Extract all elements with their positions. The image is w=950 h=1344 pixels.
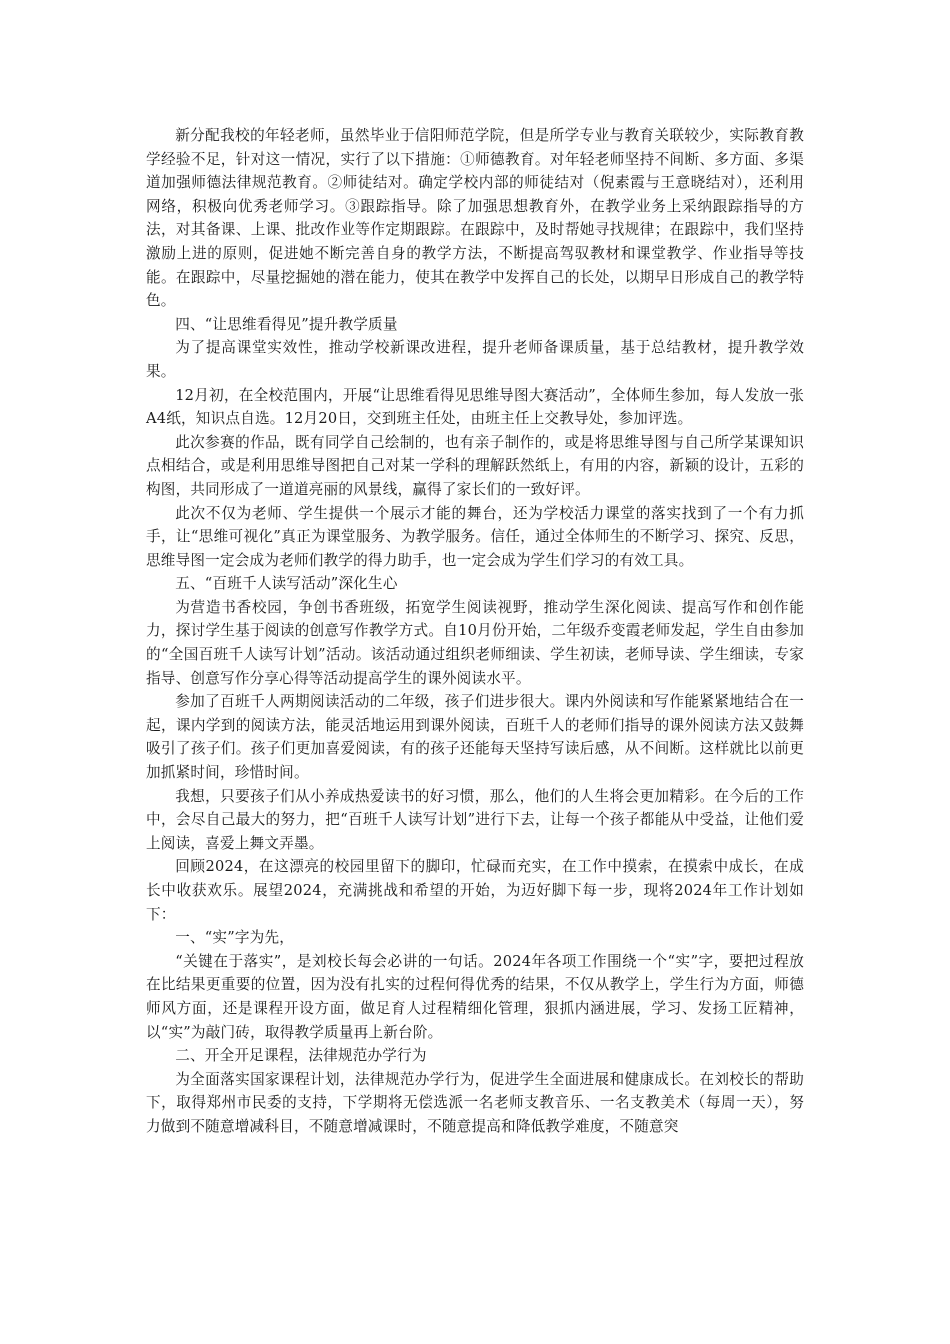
paragraph-curriculum-plan: 为全面落实国家课程计划，法律规范办学行为，促进学生全面进展和健康成长。在刘校长的帮助下，取得郑州市民委的支持，下学期将无偿选派一名老师支教音乐、一名支教美术（每周一天），努力做到不随意增减科目，不随意增减课时，不随意提高和降低教学难度，不随意突: [146, 1070, 804, 1135]
section-heading-five: 五、“百班千人读写活动”深化生心: [175, 575, 398, 593]
paragraph-classroom-effectiveness: 为了提高课堂实效性，推动学校新课改进程，提升老师备课质量，基于总结教材，提升教学效果。: [146, 339, 804, 380]
paragraph-reading-program: 为营造书香校园，争创书香班级，拓宽学生阅读视野，推动学生深化阅读、提高写作和创作能力，探讨学生基于阅读的创意写作教学方式。自10月份开始，二年级乔变霞老师发起，学生自由参加的“全国百班千人读写计划”活动。该活动通过组织老师细读、学生初读，老师导读、学生细读，专家指导、创意写作分享心得等活动提高学生的课外阅读水平。: [146, 598, 804, 687]
paragraph-contest-works: 此次参赛的作品，既有同学自己绘制的，也有亲子制作的，或是将思维导图与自己所学某课知识点相结合，或是利用思维导图把自己对某一学科的理解跃然纸上，有用的内容，新颖的设计，五彩的构图，共同形成了一道道亮丽的风景线，赢得了家长们的一致好评。: [146, 433, 804, 498]
paragraph-implementation-focus: “关键在于落实”，是刘校长每会必讲的一句话。2024年各项工作围绕一个“实”字，要把过程放在比结果更重要的位置，因为没有扎实的过程何得优秀的结果，不仅从教学上，学生行为方面，师德师风方面，还是课程开设方面，做足育人过程精细化管理，狠抓内涵进展，学习、发扬工匠精神，以“实”为敲门砖，取得教学质量再上新台阶。: [146, 952, 804, 1041]
paragraph-review-and-outlook: 回顾2024，在这漂亮的校园里留下的脚印，忙碌而充实，在工作中摸索，在摸索中成长，在成长中收获欢乐。展望2024，充满挑战和希望的开始，为迈好脚下每一步，现将2024年工作计划如下：: [146, 858, 804, 923]
plan-heading-two: 二、开全开足课程，法律规范办学行为: [175, 1047, 427, 1065]
paragraph-mindmap-contest: 12月初，在全校范围内，开展“让思维看得见思维导图大赛活动”，全体师生参加，每人发放一张A4纸，知识点自选。12月20日，交到班主任处，由班主任上交教导处，参加评选。: [146, 386, 804, 428]
paragraph-contest-significance: 此次不仅为老师、学生提供一个展示才能的舞台，还为学校活力课堂的落实找到了一个有力抓手，让“思维可视化”真正为课堂服务、为教学服务。信任，通过全体师生的不断学习、探究、反思，思维导图一定会成为老师们教学的得力助手，也一定会成为学生们学习的有效工具。: [146, 504, 804, 569]
plan-heading-one: 一、“实”字为先，: [175, 929, 295, 947]
document-body: [146, 124, 804, 1139]
paragraph-young-teacher-measures: 新分配我校的年轻老师，虽然毕业于信阳师范学院，但是所学专业与教育关联较少，实际教育教学经验不足，针对这一情况，实行了以下措施：①师德教育。对年轻老师坚持不间断、多方面、多渠道加强师德法律规范教育。②师徒结对。确定学校内部的师徒结对（倪素霞与王意晓结对），还利用网络，积极向优秀老师学习。③跟踪指导。除了加强思想教育外，在教学业务上采纳跟踪指导的方法，对其备课、上课、批改作业等作定期跟踪。在跟踪中，及时帮她寻找规律；在跟踪中，我们坚持激励上进的原则，促进她不断完善自身的教学方法，不断提高驾驭教材和课堂教学、作业指导等技能。在跟踪中，尽量挖掘她的潜在能力，使其在教学中发挥自己的长处，以期早日形成自己的教学特色。: [146, 127, 804, 310]
paragraph-reading-hopes: 我想，只要孩子们从小养成热爱读书的好习惯，那么，他们的人生将会更加精彩。在今后的工作中，会尽自己最大的努力，把“百班千人读写计划”进行下去，让每一个孩子都能从中受益，让他们爱上阅读，喜爱上舞文弄墨。: [146, 787, 804, 852]
section-heading-four: 四、“让思维看得见”提升教学质量: [175, 315, 398, 333]
paragraph-reading-results: 参加了百班千人两期阅读活动的二年级，孩子们进步很大。课内外阅读和写作能紧紧地结合在一起，课内学到的阅读方法，能灵活地运用到课外阅读，百班千人的老师们指导的课外阅读方法又鼓舞吸引了孩子们。孩子们更加喜爱阅读，有的孩子还能每天坚持写读后感，从不间断。这样就比以前更加抓紧时间，珍惜时间。: [146, 693, 804, 782]
